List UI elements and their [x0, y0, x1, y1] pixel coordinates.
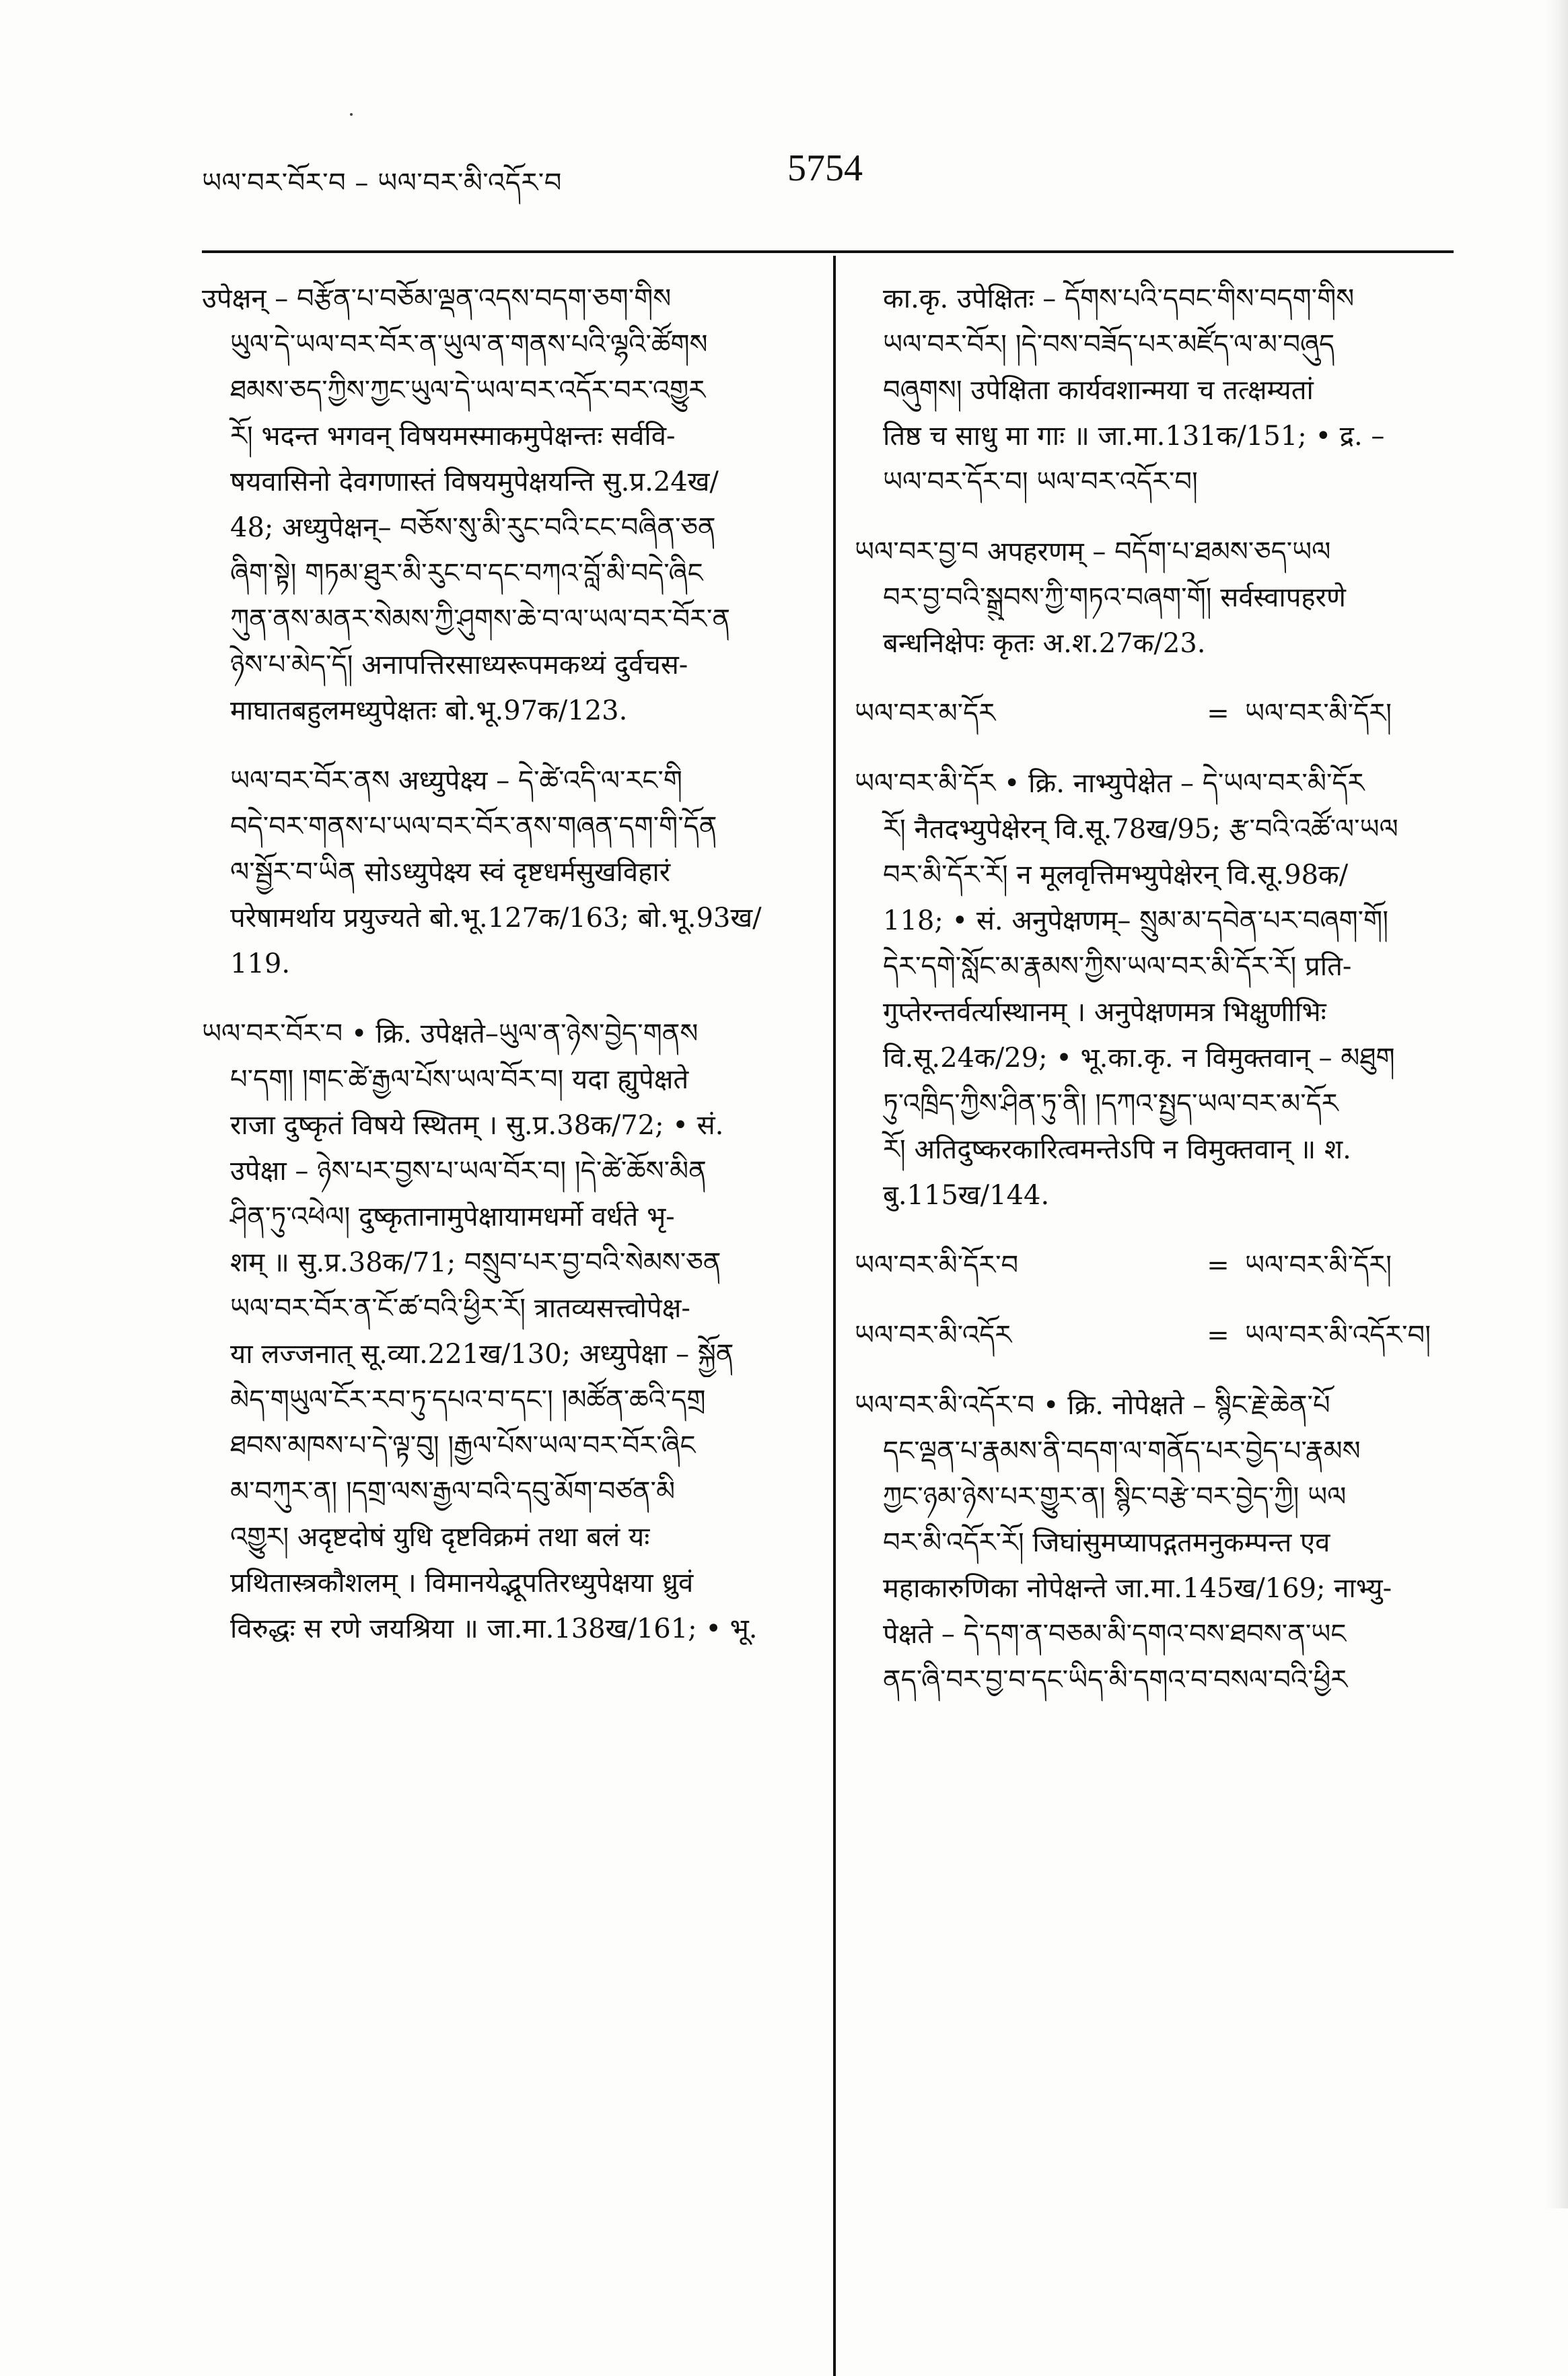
- entry-line: ཡལ་བར་མི་དོར • क्रि. नाभ्युपेक्षेत – དེ་ཡལ་བར་མི་དོར: [855, 768, 1365, 799]
- entry-line: पेक्षते – དེ་དག་ན་བཅམ་མི་དགའ་བས་ཐབས་ན་ཡང: [883, 1619, 1347, 1650]
- entry-line: ཡལ་བར་བོར་བ • क्रि. उपेक्षते–ཡུལ་ན་ཉེས་བྱེད་གནས: [202, 1018, 699, 1049]
- xref-eq: =: [1207, 1320, 1230, 1351]
- entry-line: 48; अध्युपेक्षन्– བཅོས་སུ་མི་རུང་བའི་ངང་བཞིན་ཅན: [230, 512, 716, 543]
- entry-line: བདེ་བར་གནས་པ་ཡལ་བར་བོར་ནས་གཞན་དག་གི་དོན: [230, 811, 717, 842]
- cross-reference-entry: [855, 691, 1457, 736]
- entry-line: विरुद्धः स रणे जयश्रिया ॥ जा.मा.138ख/161; • भू.: [230, 1613, 758, 1644]
- entry-line: या लज्जनात् सू.व्या.221ख/130; अध्युपेक्षा – སྐྱོན: [230, 1339, 734, 1370]
- entry-line: गुप्तेरन्तर्वर्त्यास्थानम् । अनुपेक्षणमत्र भिक्षुणीभिः: [883, 997, 1326, 1028]
- entry-line: མེད་གཡུལ་ངོར་རབ་ཏུ་དཔའ་བ་དང་། །མཚོན་ཆའི་དགྲ: [230, 1385, 706, 1416]
- entry-line: བར་བྱ་བའི་སྒྲུབས་ཀྱི་གཏའ་བཞག་གོ། सर्वस्वापहरणे: [883, 582, 1346, 613]
- entry-line: 118; • सं. अनुपेक्षणम्– སྲུམ་མ་དབེན་པར་བཞག་གོ།: [883, 905, 1389, 936]
- column-divider: [833, 256, 836, 2376]
- xref-eq: =: [1207, 1250, 1230, 1281]
- dictionary-entry: [855, 529, 1457, 666]
- xref-rhs: ཡལ་བར་མི་འདོར་བ།: [1245, 1320, 1431, 1351]
- entry-line: ཡལ་བར་བོར་ནས अध्युपेक्ष्य – དེ་ཚེ་འདི་ལ་རང་གི: [230, 765, 682, 796]
- entry-line: ཐམས་ཅད་ཀྱིས་ཀྱང་ཡུལ་དེ་ཡལ་བར་འདོར་བར་འགྱུར: [230, 375, 706, 406]
- entry-line: ཀུན་ནས་མནར་སེམས་ཀྱི་ཤུགས་ཆེ་བ་ལ་ཡལ་བར་བོར་ན: [230, 604, 731, 635]
- dictionary-entry: [855, 761, 1457, 1218]
- right-column: [855, 276, 1457, 1727]
- entry-line: ནད་ཞི་བར་བྱ་བ་དང་ཡིད་མི་དགའ་བ་བསལ་བའི་ཕྱིར: [883, 1665, 1348, 1696]
- dictionary-entry: [202, 276, 794, 734]
- entry-line: ཤིན་ཏུ་འཕེལ། दुष्कृतानामुपेक्षायामधर्मो वर्धते भृ-: [230, 1201, 675, 1232]
- entry-line: ཡལ་བར་མི་འདོར་བ • क्रि. नोपेक्षते – སྙིང་རྗེ་ཆེན་པོ: [855, 1390, 1330, 1421]
- entry-line: ཏུ་འཁྲིད་ཀྱིས་ཤིན་ཏུ་ནི། །དཀའ་སྤྱད་ཡལ་བར་མ་དོར: [883, 1088, 1339, 1119]
- entry-line: ཉེས་པ་མེད་དོ། अनापत्तिरसाध्यरूपमकथ्यं दुर्वचस-: [230, 650, 688, 680]
- dictionary-entry: [202, 1011, 794, 1652]
- entry-line: का.कृ. उपेक्षितः – དོགས་པའི་དབང་གིས་བདག་གིས: [883, 283, 1355, 314]
- entry-line: ཡལ་བར་བོར། །དེ་བས་བཟོད་པར་མཛོད་ལ་མ་བཞུད: [883, 329, 1335, 360]
- xref-rhs: ཡལ་བར་མི་དོར།: [1245, 1250, 1392, 1281]
- entry-line: ཐབས་མཁས་པ་དེ་ལྟ་བུ། །རྒྱལ་པོས་ཡལ་བར་བོར་ཞིང: [230, 1430, 696, 1461]
- entry-line: འགྱུར། अदृष्टदोषं युधि दृष्टविक्रमं तथा बलं यः: [230, 1522, 650, 1553]
- xref-lhs: ཡལ་བར་མ་དོར: [855, 698, 996, 729]
- left-column: [202, 276, 794, 1676]
- entry-line: ཞིག་སྟེ། གཏམ་ཐུར་མི་རུང་བ་དང་བཀའ་བློ་མི་བདེ་ཞིང: [230, 558, 703, 589]
- entry-line: ཡལ་བར་བོར་ན་ངོ་ཚ་བའི་ཕྱིར་རོ། त्रातव्यसत्त्वोपेक्ष-: [230, 1293, 690, 1324]
- dictionary-entry: [202, 758, 794, 987]
- entry-line: बन्धनिक्षेपः कृतः अ.श.27क/23.: [883, 628, 1206, 659]
- entry-line: 119.: [230, 948, 291, 979]
- entry-line: བཞུགས། उपेक्षिता कार्यवशान्मया च तत्क्षम्यतां: [883, 375, 1314, 406]
- entry-line: षयवासिनो देवगणास्तं विषयमुपेक्षयन्ति सु.प्र.24ख/: [230, 466, 719, 497]
- entry-line: ཡུལ་དེ་ཡལ་བར་བོར་ན་ཡུལ་ན་གནས་པའི་ལྷའི་ཚོགས: [230, 329, 708, 360]
- xref-lhs: ཡལ་བར་མི་དོར་བ: [855, 1250, 1019, 1281]
- entry-line: महाकारुणिका नोपेक्षन्ते जा.मा.145ख/169; नाभ्यु-: [883, 1573, 1392, 1604]
- cross-reference-entry: [855, 1243, 1457, 1288]
- entry-line: प्रथितास्त्रकौशलम् । विमानयेद्भूपतिरध्युपेक्षया ध्रुवं: [230, 1568, 694, 1599]
- entry-line: དེར་དགེ་སློང་མ་རྣམས་ཀྱིས་ཡལ་བར་མི་དོར་རོ། प्रति-: [883, 951, 1352, 982]
- xref-eq: =: [1207, 698, 1230, 729]
- entry-line: ཡལ་བར་དོར་བ། ཡལ་བར་འདོར་བ།: [883, 466, 1198, 497]
- entry-line: ཀྱང་ཉམ་ཉེས་པར་གྱུར་ན། སྙིང་བརྩེ་བར་བྱེད་ཀྱི། ཡལ: [883, 1481, 1347, 1512]
- xref-rhs: ཡལ་བར་མི་དོར།: [1245, 698, 1392, 729]
- page-number: 5754: [787, 147, 863, 189]
- entry-line: उपेक्षन् – བརྩོན་པ་བཅོམ་ལྡན་འདས་བདག་ཅག་གིས: [202, 283, 672, 314]
- entry-line: བར་མི་འདོར་རོ། जिघांसुमप्यापद्गतमनुकम्पन्त एव: [883, 1527, 1330, 1558]
- dictionary-entry: [855, 1383, 1457, 1703]
- entry-line: རོ། भदन्त भगवन् विषयमस्माकमुपेक्षन्तः सर्ववि-: [230, 421, 676, 452]
- xref-lhs: ཡལ་བར་མི་འདོར: [855, 1320, 1012, 1351]
- entry-line: དང་ལྡན་པ་རྣམས་ནི་བདག་ལ་གནོད་པར་བྱེད་པ་རྣམས: [883, 1436, 1361, 1467]
- entry-line: རོ། नैतदभ्युपेक्षेरन् वि.सू.78ख/95; རྩ་བའི་འཚོ་ལ་ཡལ: [883, 814, 1398, 845]
- dictionary-entry: [855, 276, 1457, 505]
- entry-line: བར་མི་དོར་རོ། न मूलवृत्तिमभ्युपेक्षेरन् वि.सू.98क/: [883, 860, 1349, 890]
- cross-reference-entry: [855, 1313, 1457, 1358]
- entry-line: वि.सू.24क/29; • भू.का.कृ. न विमुक्तवान् – མཐུག: [883, 1043, 1395, 1074]
- entry-line: པ་དག། །གང་ཚེ་རྒྱལ་པོས་ཡལ་བོར་བ། यदा ह्युपेक्षते: [230, 1064, 689, 1095]
- entry-line: राजा दुष्कृतं विषये स्थितम् । सु.प्र.38क/72; • सं.: [230, 1110, 724, 1141]
- scan-edge-shadow: [1545, 0, 1568, 2208]
- entry-line: ལ་སྦྱོར་བ་ཡིན सोऽध्युपेक्ष्य स्वं दृष्टधर्मसुखविहारं: [230, 857, 671, 888]
- entry-line: तिष्ठ च साधु मा गाः ॥ जा.मा.131क/151; • द्र. –: [883, 421, 1385, 452]
- entry-line: उपेक्षा – ཉེས་པར་བྱས་པ་ཡལ་བོར་བ། །དེ་ཚེ་ཆོས་མིན: [230, 1156, 707, 1187]
- entry-line: ཡལ་བར་བྱ་བ अपहरणम् – བདོག་པ་ཐམས་ཅད་ཡལ: [855, 536, 1331, 567]
- running-head: ཡལ་བར་བོར་བ – ཡལ་བར་མི་འདོར་བ: [202, 168, 562, 199]
- entry-line: बु.115ख/144.: [883, 1180, 1050, 1211]
- entry-line: མ་བཀུར་ན། །དགྲ་ལས་རྒྱལ་བའི་དབུ་མོག་བཙན་མི: [230, 1476, 676, 1507]
- entry-line: རོ། अतिदुष्करकारित्वमन्तेऽपि न विमुक्तवान् ॥ श.: [883, 1134, 1351, 1165]
- entry-line: परेषामर्थाय प्रयुज्यते बो.भू.127क/163; बो.भू.93ख/: [230, 903, 762, 934]
- scan-speck: [350, 113, 353, 116]
- header-rule: [202, 250, 1454, 253]
- entry-line: माघातबहुलमध्युपेक्षतः बो.भू.97क/123.: [230, 695, 628, 726]
- entry-line: शम् ॥ सु.प्र.38क/71; བསྲུབ་པར་བྱ་བའི་སེམས་ཅན: [230, 1247, 721, 1278]
- page-header: [202, 147, 1454, 201]
